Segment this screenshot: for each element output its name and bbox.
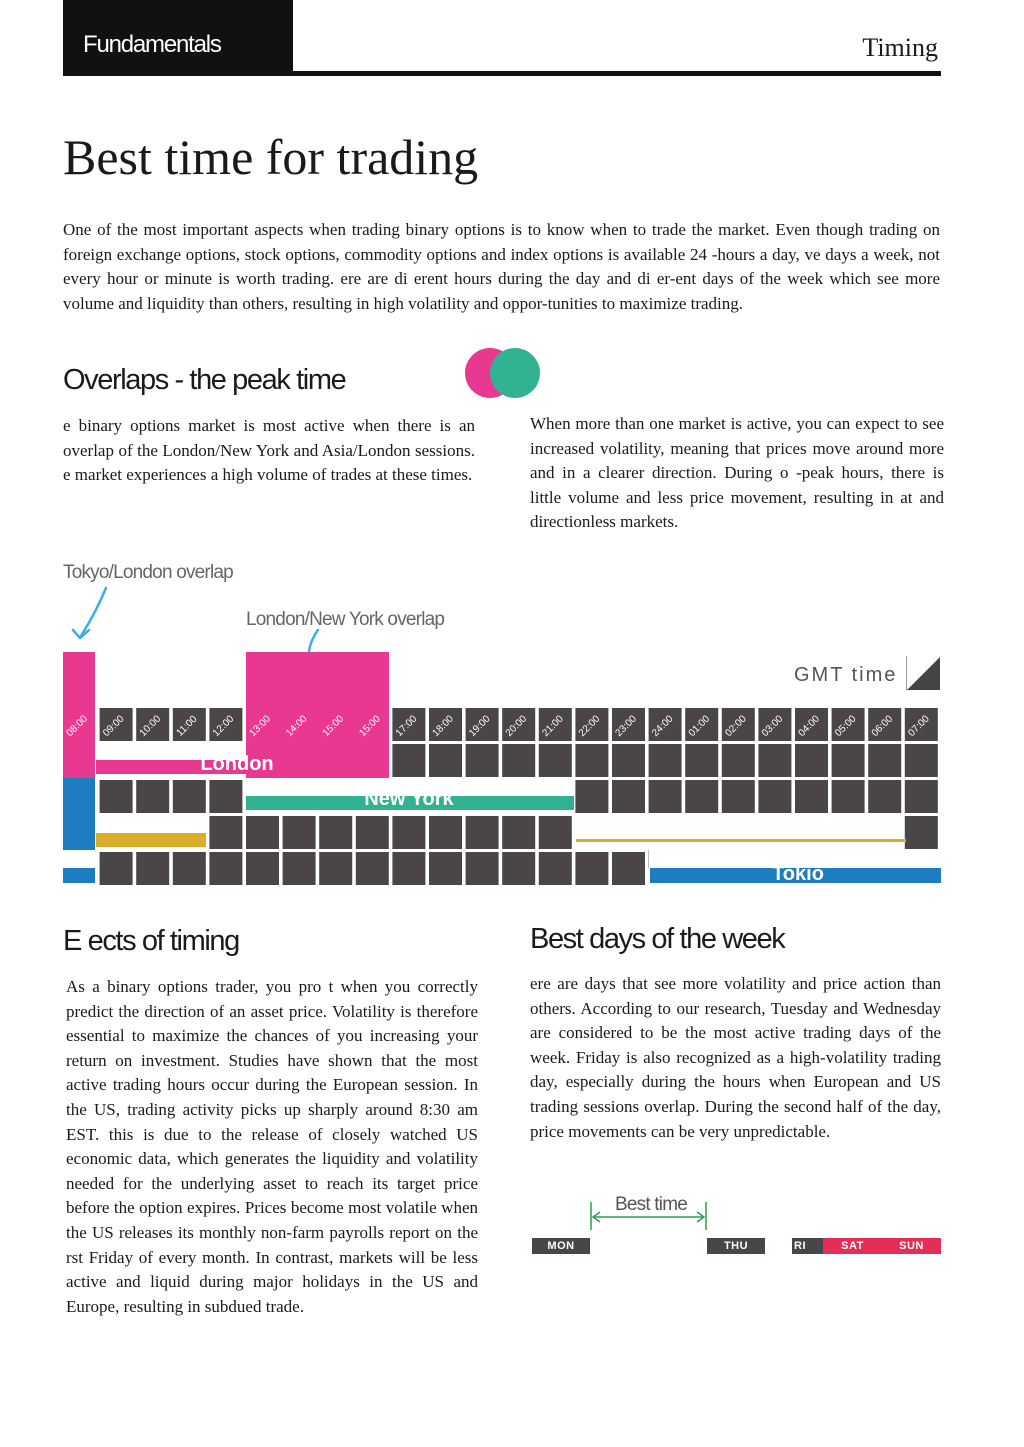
best-time-bracket xyxy=(585,1200,715,1234)
timeline-cell xyxy=(100,780,133,813)
hour-label: 06:00 xyxy=(869,713,896,739)
timeline-cell xyxy=(722,744,755,777)
timeline-cell xyxy=(575,852,608,885)
timeline-cell xyxy=(795,780,828,813)
timeline-cell xyxy=(209,780,242,813)
timeline-cell xyxy=(356,816,389,849)
timeline-cell xyxy=(173,852,206,885)
overlaps-heading: Overlaps - the peak time xyxy=(63,364,346,396)
timeline-cell xyxy=(466,852,499,885)
hour-label: 08:00 xyxy=(64,713,90,739)
hour-label: 04:00 xyxy=(796,713,822,739)
timeline-cell xyxy=(868,744,901,777)
timeline-cell xyxy=(612,852,645,885)
timeline-cell xyxy=(319,852,352,885)
tokyo-london-arrow xyxy=(81,588,106,636)
timeline-cell xyxy=(722,780,755,813)
day-label-sun: SUN xyxy=(882,1238,941,1254)
tokyo-divider xyxy=(648,850,649,868)
timeline-cell xyxy=(539,744,572,777)
newyork-session-label: New York xyxy=(364,788,454,810)
overlaps-left-paragraph: e binary options market is most active when there is an overlap of the London/New York and Asia/London sessions. e market experiences a high volume of trades at these times. xyxy=(63,416,475,485)
gold-bar-right xyxy=(576,839,906,842)
hour-label: 07:00 xyxy=(906,713,932,739)
header-topic-label: Timing xyxy=(862,33,938,62)
hour-label: 09:00 xyxy=(101,713,127,739)
timeline-cell xyxy=(429,744,462,777)
timeline-cell xyxy=(832,780,865,813)
timeline-cell xyxy=(136,852,169,885)
hour-label: 17:00 xyxy=(393,713,420,739)
trading-session-timeline xyxy=(0,640,1024,890)
timeline-cell xyxy=(392,744,425,777)
timeline-cell xyxy=(502,744,535,777)
timeline-cell xyxy=(246,852,279,885)
hour-label: 05:00 xyxy=(833,713,859,739)
hour-label: 20:00 xyxy=(503,713,530,739)
day-label-mon: MON xyxy=(532,1238,590,1254)
tokyo-london-overlap-block xyxy=(63,652,95,778)
timeline-cell xyxy=(209,852,242,885)
timeline-cell xyxy=(758,780,791,813)
day-fri xyxy=(792,1238,823,1254)
day-sat xyxy=(823,1238,882,1254)
hour-label: 18:00 xyxy=(430,713,456,739)
tokyo-london-overlap-annotation: Tokyo/London overlap xyxy=(63,562,233,583)
timeline-cell xyxy=(612,744,645,777)
timeline-cell xyxy=(283,852,316,885)
timeline-cell xyxy=(209,816,242,849)
timeline-cell xyxy=(649,780,682,813)
timeline-cell xyxy=(356,852,389,885)
hour-label: 23:00 xyxy=(613,713,639,739)
hour-label: 11:00 xyxy=(174,713,200,739)
timeline-cell xyxy=(795,744,828,777)
annotation-arrows xyxy=(0,0,1024,700)
timeline-cell xyxy=(466,744,499,777)
gold-bar-left xyxy=(96,833,206,847)
hour-label: 03:00 xyxy=(759,713,786,739)
timeline-cell xyxy=(758,744,791,777)
timeline-cell xyxy=(100,852,133,885)
gmt-time-label: GMT time xyxy=(794,664,898,686)
timeline-cell xyxy=(136,780,169,813)
hour-label: 10:00 xyxy=(137,713,164,739)
timeline-cell xyxy=(905,816,938,849)
hour-label: 13:00 xyxy=(247,713,273,739)
timeline-cell xyxy=(392,852,425,885)
day-label-fri: RI xyxy=(792,1238,823,1254)
hour-label: 19:00 xyxy=(467,713,493,739)
timeline-cell xyxy=(173,780,206,813)
timeline-cell xyxy=(612,780,645,813)
timeline-cell xyxy=(502,852,535,885)
tokyo-bar-left xyxy=(63,868,95,883)
timeline-cell xyxy=(429,852,462,885)
timeline-cell xyxy=(575,780,608,813)
header-section-label: Fundamentals xyxy=(83,31,221,58)
hour-label: 15:00 xyxy=(320,713,347,739)
timeline-cell xyxy=(685,780,718,813)
timeline-cell xyxy=(429,816,462,849)
hour-label: 21:00 xyxy=(540,713,566,739)
tokio-session-label: Tokio xyxy=(772,863,824,885)
hour-label: 15:00 xyxy=(357,713,383,739)
effects-heading: E ects of timing xyxy=(63,925,239,957)
timeline-cell xyxy=(539,816,572,849)
hour-label: 14:00 xyxy=(284,713,310,739)
day-sun xyxy=(882,1238,941,1254)
timeline-cell xyxy=(868,780,901,813)
timeline-cell xyxy=(246,816,279,849)
tokyo-column-block xyxy=(63,778,95,850)
hour-label: 12:00 xyxy=(210,713,237,739)
timeline-cell xyxy=(649,744,682,777)
effects-paragraph: As a binary options trader, you pro t when you correctly predict the direction of an asset price. Volatility is therefore essential to maximize the chances of you increasing your return on investment. Studies have shown that the most active trading hours occur during the European session. In the US, trading activity picks up sharply around 8:30 am EST. this is due to the release of closely watched US economic data, which generates the liquidity and volatility needed for the underlying asset to reach its target price before the option expires. Prices become most volatile when the US releases its monthly non-farm payrolls report on the rst Friday of every month. In contrast, markets will be less active and liquid during major holidays in the US and Europe, resulting in subdued trade. xyxy=(66,977,478,1316)
hour-label: 24:00 xyxy=(650,713,676,739)
timeline-cell xyxy=(392,816,425,849)
intro-paragraph: One of the most important aspects when trading binary options is to know when to trade the market. Even though trading on foreign exchange options, stock options, commodity options and index options is available 24 -hours a day, ve days a week, not every hour or minute is worth trading. ere are di erent hours during the day and di er-ent days of the week which see more volume and liquidity than others, resulting in high volatility and oppor-tunities to maximize trading. xyxy=(63,220,940,313)
london-session-label: London xyxy=(200,753,274,775)
day-mon xyxy=(532,1238,590,1254)
hour-label: 02:00 xyxy=(723,713,749,739)
day-label-thu: THU xyxy=(707,1238,765,1254)
timeline-cell xyxy=(905,780,938,813)
timeline-cell xyxy=(685,744,718,777)
timeline-cell xyxy=(283,816,316,849)
day-label-sat: SAT xyxy=(823,1238,882,1254)
timeline-cell xyxy=(466,816,499,849)
timeline-cell xyxy=(905,744,938,777)
timeline-cell xyxy=(319,816,352,849)
best-days-paragraph: ere are days that see more volatility and price action than others. According to our research, Tuesday and Wednesday are considered to be the most active trading days of the week. Friday is also recognized as a high-volatility trading day, especially during the hours when European and US trading sessions overlap. During the second half of the day, price movements can be very unpredictable. xyxy=(530,974,941,1141)
timeline-cell xyxy=(502,816,535,849)
day-thu xyxy=(707,1238,765,1254)
timeline-cell xyxy=(575,744,608,777)
best-days-heading: Best days of the week xyxy=(530,923,785,955)
timeline-cell xyxy=(832,744,865,777)
page-title: Best time for trading xyxy=(63,129,479,185)
timeline-cell xyxy=(539,852,572,885)
london-newyork-overlap-annotation: London/New York overlap xyxy=(246,609,445,630)
hour-label: 01:00 xyxy=(686,713,713,739)
hour-label: 22:00 xyxy=(576,713,603,739)
best-time-label: Best time xyxy=(615,1194,687,1215)
overlaps-right-paragraph: When more than one market is active, you can expect to see increased volatility, meaning that prices move around more and in a clearer direction. During o -peak hours, there is little volume and less price movement, resulting in at and directionless markets. xyxy=(530,414,944,532)
